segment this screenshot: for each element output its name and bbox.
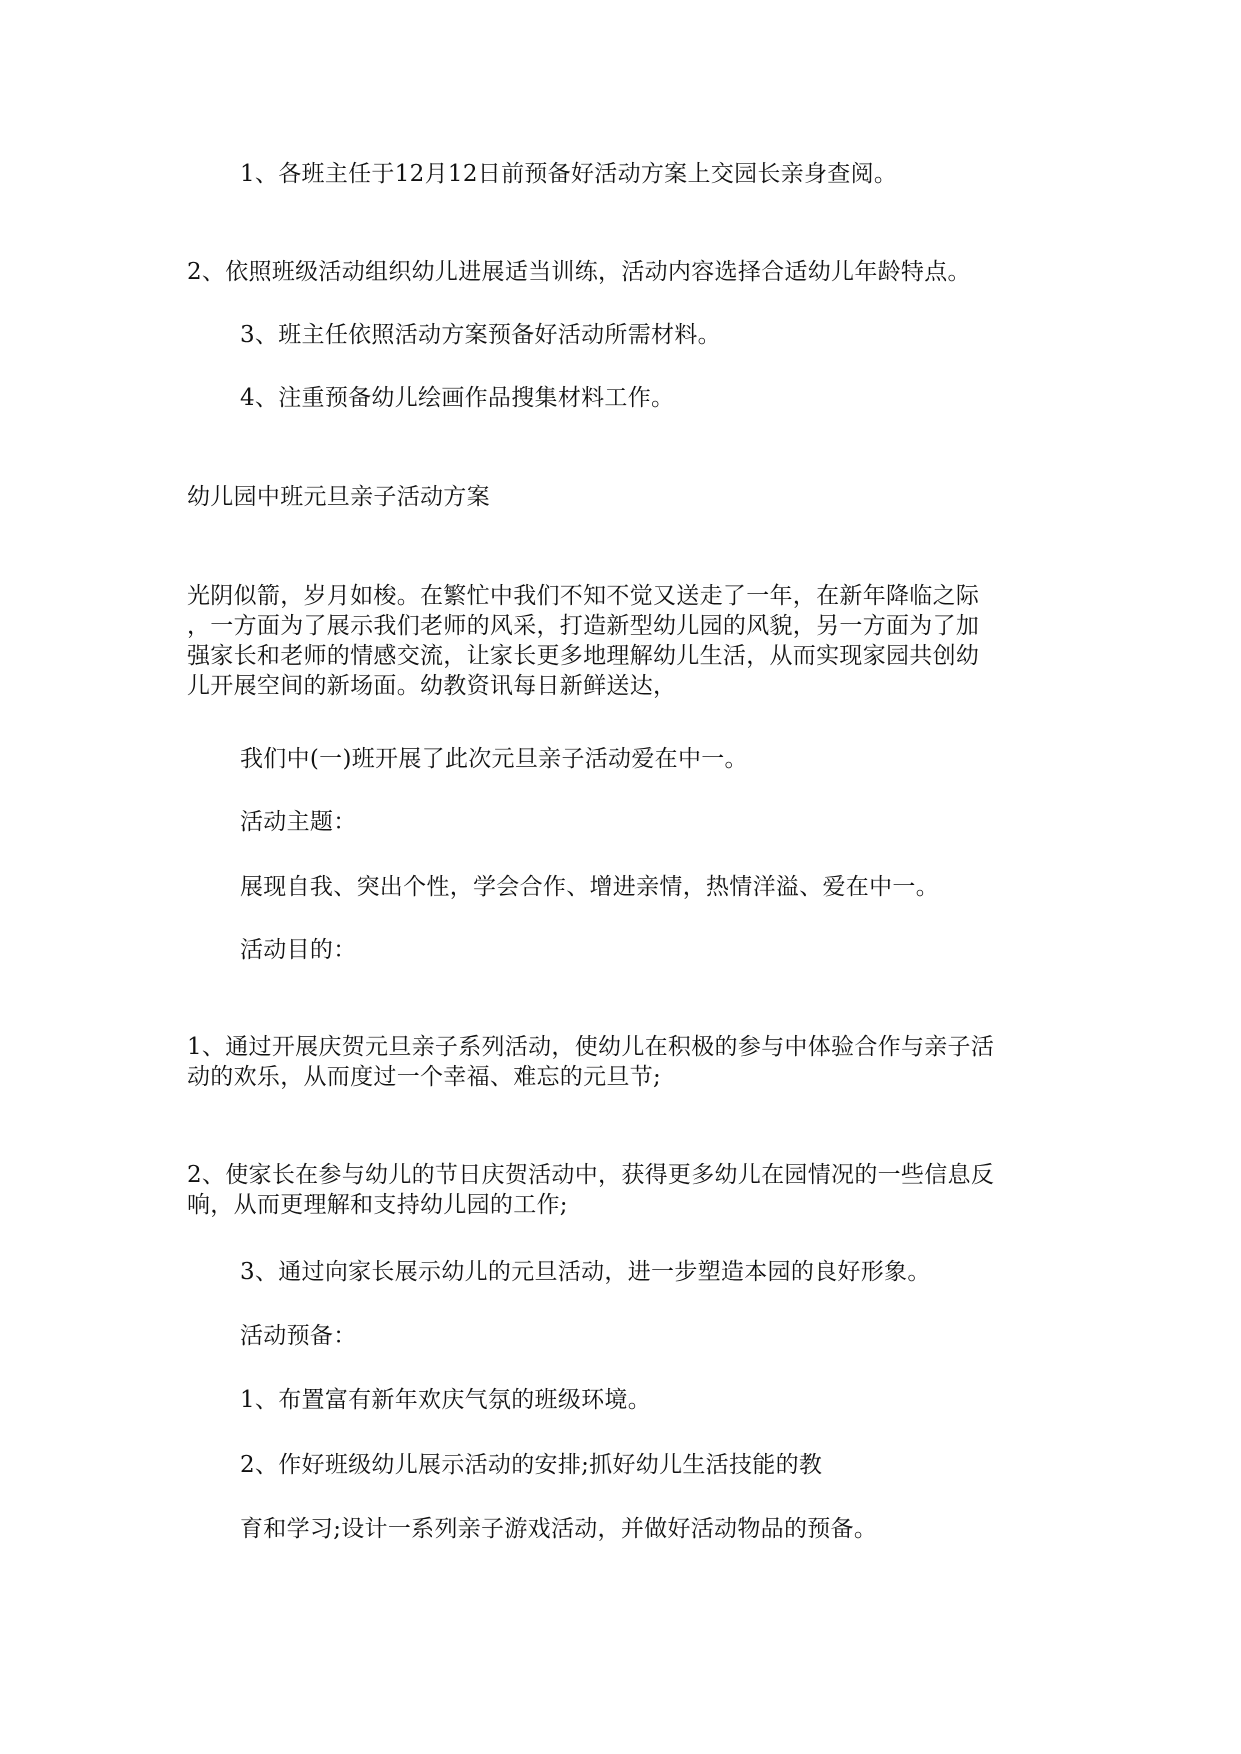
goal-item-1	[187, 1032, 1067, 1092]
prep-heading: 活动预备：	[240, 1323, 357, 1349]
prep2-item-1: 1、布置富有新年欢庆气氛的班级环境。	[240, 1387, 652, 1413]
theme-heading: 活动主题：	[240, 809, 357, 835]
prep2-item-2-continued: 育和学习;设计一系列亲子游戏活动，并做好活动物品的预备。	[240, 1516, 878, 1542]
theme-text: 展现自我、突出个性，学会合作、增进亲情，热情洋溢、爱在中一。	[240, 874, 939, 900]
prep-item-3: 3、班主任依照活动方案预备好活动所需材料。	[240, 322, 721, 348]
goal-heading: 活动目的：	[240, 937, 357, 963]
intro-tail: 我们中(一)班开展了此次元旦亲子活动爱在中一。	[240, 746, 748, 772]
goal-1-line: 1、通过开展庆贺元旦亲子系列活动，使幼儿在积极的参与中体验合作与亲子活	[187, 1034, 995, 1060]
intro-line: ，一方面为了展示我们老师的风采，打造新型幼儿园的风貌，另一方面为了加	[187, 613, 980, 639]
intro-line: 光阴似箭，岁月如梭。在繁忙中我们不知不觉又送走了一年，在新年降临之际	[187, 583, 980, 609]
intro-line: 儿开展空间的新场面。幼教资讯每日新鲜送达，	[187, 673, 677, 699]
prep-item-4: 4、注重预备幼儿绘画作品搜集材料工作。	[240, 385, 675, 411]
prep2-item-2: 2、作好班级幼儿展示活动的安排;抓好幼儿生活技能的教	[240, 1452, 823, 1478]
document-title: 幼儿园中班元旦亲子活动方案	[187, 484, 490, 510]
intro-paragraph	[187, 581, 1067, 701]
goal-1-line: 动的欢乐，从而度过一个幸福、难忘的元旦节;	[187, 1064, 662, 1090]
goal-item-3: 3、通过向家长展示幼儿的元旦活动，进一步塑造本园的良好形象。	[240, 1259, 931, 1285]
intro-line: 强家长和老师的情感交流，让家长更多地理解幼儿生活，从而实现家园共创幼	[187, 643, 980, 669]
goal-2-line: 响，从而更理解和支持幼儿园的工作;	[187, 1192, 568, 1218]
goal-2-line: 2、使家长在参与幼儿的节日庆贺活动中，获得更多幼儿在园情况的一些信息反	[187, 1162, 995, 1188]
prep-item-2: 2、依照班级活动组织幼儿进展适当训练，活动内容选择合适幼儿年龄特点。	[187, 259, 971, 285]
prep-item-1: 1、各班主任于12月12日前预备好活动方案上交园长亲身查阅。	[240, 161, 898, 187]
goal-item-2	[187, 1160, 1067, 1220]
